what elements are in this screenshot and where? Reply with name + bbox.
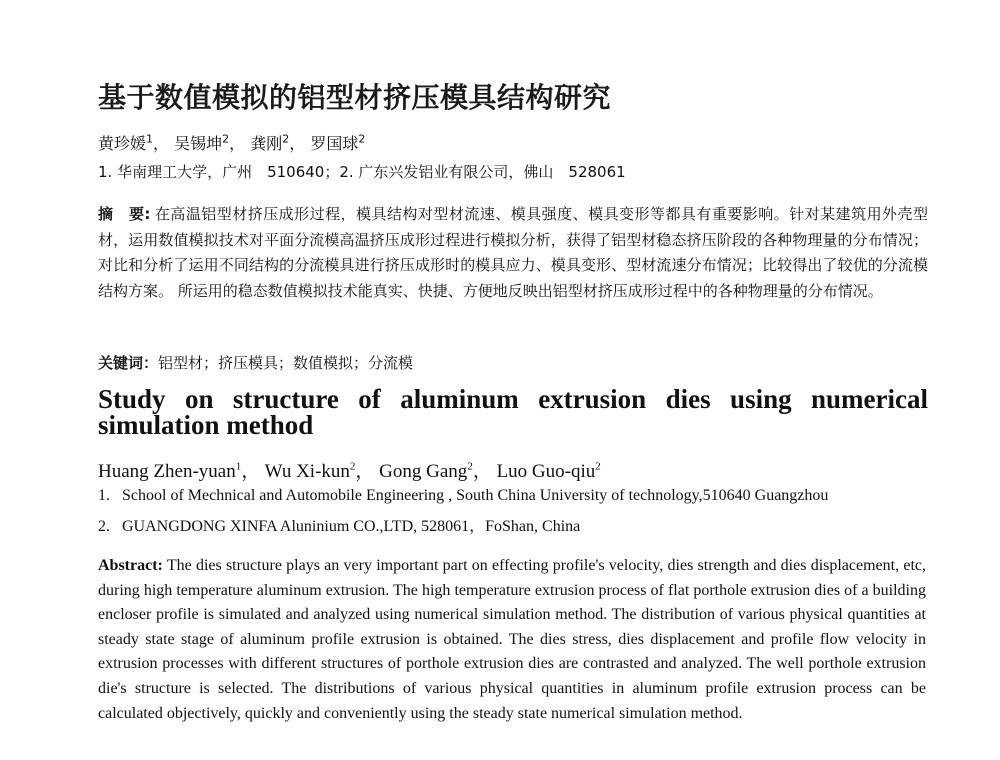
affiliation-text: School of Mechnical and Automobile Engineering , South China University of technology,510640 Guangzhou	[122, 487, 829, 504]
keywords-label: 关键词：	[98, 354, 159, 372]
author-separator: ，	[289, 134, 306, 153]
affiliation-number: 2.	[98, 518, 110, 535]
author-affiliation-mark: 1	[146, 132, 154, 146]
abstract-label: 摘 要:	[98, 205, 151, 223]
author-name: 吴锡坤	[174, 134, 223, 153]
author-separator: ，	[472, 461, 492, 482]
english-abstract	[98, 554, 926, 726]
author-name: Luo Guo-qiu	[496, 461, 596, 482]
author-affiliation-mark: 2	[349, 460, 356, 473]
author-affiliation-mark: 2	[222, 132, 230, 146]
author-name: Gong Gang	[379, 461, 468, 482]
author-affiliation-mark: 2	[595, 460, 601, 473]
author-name: 龚刚	[250, 134, 283, 153]
author-affiliation-mark: 1	[235, 460, 242, 473]
author-affiliation-mark: 2	[358, 132, 366, 146]
chinese-authors	[98, 131, 365, 154]
chinese-keywords	[98, 352, 413, 373]
author-separator: ，	[153, 134, 170, 153]
keywords-text: 铝型材；挤压模具；数值模拟；分流模	[158, 354, 414, 372]
abstract-label: Abstract:	[98, 557, 163, 574]
abstract-text: The dies structure plays an very important part on effecting profile's velocity, dies strength and dies displacement, etc, during high temperature aluminum extrusion. The high temperature extrusion process of flat porthole extrusion dies of a building encloser profile is simulated and analyzed using numerical simulation method. The distribution of various physical quantities at steady state stage of aluminum profile extrusion is obtained. The dies stress, dies displacement and profile flow velocity in extrusion processes with different structures of porthole extrusion dies are contrasted and analyzed. The well porthole extrusion die's structure is selected. The distributions of various physical quantities in aluminum profile extrusion process can be calculated objectively, quickly and conveniently using the steady state numerical simulation method.	[98, 557, 926, 722]
author-name: Wu Xi-kun	[264, 461, 350, 482]
author-affiliation-mark: 2	[282, 132, 290, 146]
chinese-title: 基于数值模拟的铝型材挤压模具结构研究	[98, 81, 612, 114]
affiliation-number: 1.	[98, 487, 110, 504]
author-separator: ，	[229, 134, 246, 153]
author-name: Huang Zhen-yuan	[98, 461, 236, 482]
english-title: Study on structure of aluminum extrusion dies using numerical simulation method	[98, 384, 928, 440]
english-authors	[98, 456, 601, 483]
abstract-text: 在高温铝型材挤压成形过程，模具结构对型材流速、模具强度、模具变形等都具有重要影响。针对某建筑用外壳型材，运用数值模拟技术对平面分流模高温挤压成形过程进行模拟分析，获得了铝型材稳态挤压阶段的各种物理量的分布情况；对比和分析了运用不同结构的分流模具进行挤压成形时的模具应力、模具变形、型材流速分布情况；比较得出了较优的分流模结构方案。 所运用的稳态数值模拟技术能真实、快捷、方便地反映出铝型材挤压成形过程中的各种物理量的分布情况。	[98, 205, 928, 300]
author-affiliation-mark: 2	[467, 460, 473, 473]
chinese-affiliations: 1. 华南理工大学，广州 510640；2. 广东兴发铝业有限公司，佛山 528061	[98, 163, 626, 181]
author-name: 黄珍媛	[98, 134, 147, 153]
author-separator: ，	[241, 461, 261, 482]
author-name: 罗国球	[310, 134, 359, 153]
affiliation-text: GUANGDONG XINFA Aluninium CO.,LTD, 528061，FoShan, China	[122, 518, 581, 535]
english-affiliation-2	[98, 513, 580, 536]
chinese-abstract	[98, 202, 928, 304]
author-separator: ，	[355, 461, 375, 482]
english-affiliation-1	[98, 487, 828, 505]
